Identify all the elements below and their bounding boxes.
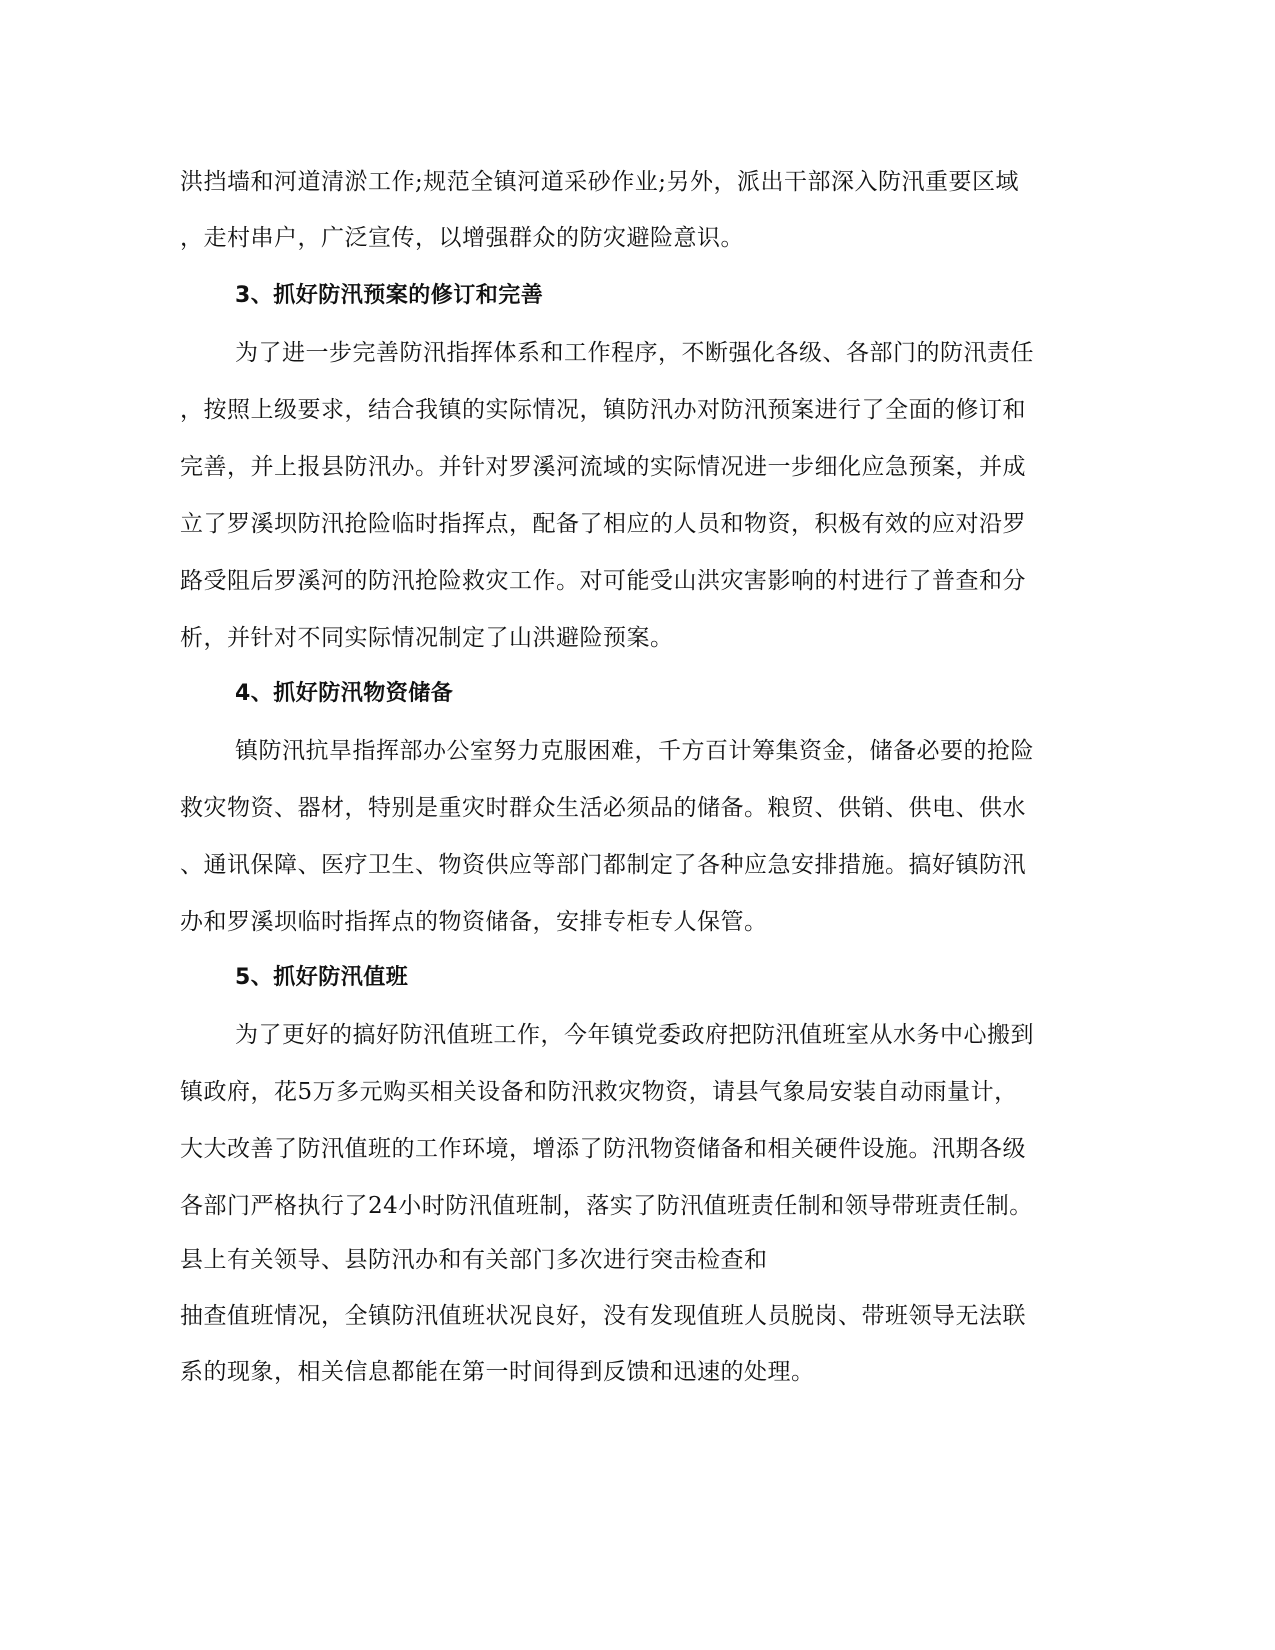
section-heading-3: 3、抓好防汛预案的修订和完善 (235, 283, 544, 308)
paragraph-line: 各部门严格执行了24小时防汛值班制，落实了防汛值班责任制和领导带班责任制。 (180, 1193, 1033, 1219)
paragraph-line: 系的现象，相关信息都能在第一时间得到反馈和迅速的处理。 (180, 1359, 815, 1385)
paragraph-line: 析，并针对不同实际情况制定了山洪避险预案。 (180, 625, 674, 651)
paragraph-line: 镇防汛抗旱指挥部办公室努力克服困难，千方百计筹集资金，储备必要的抢险 (235, 738, 1034, 764)
paragraph-line: 救灾物资、器材，特别是重灾时群众生活必须品的储备。粮贸、供销、供电、供水 (180, 795, 1026, 821)
section-heading-4: 4、抓好防汛物资储备 (235, 681, 454, 706)
paragraph-line: 洪挡墙和河道清淤工作;规范全镇河道采砂作业;另外，派出干部深入防汛重要区域 (180, 169, 1019, 195)
paragraph-line: 抽查值班情况，全镇防汛值班状况良好，没有发现值班人员脱岗、带班领导无法联 (180, 1303, 1026, 1329)
paragraph-line: 路受阻后罗溪河的防汛抢险救灾工作。对可能受山洪灾害影响的村进行了普查和分 (180, 568, 1026, 594)
paragraph-line: 大大改善了防汛值班的工作环境，增添了防汛物资储备和相关硬件设施。汛期各级 (180, 1136, 1026, 1162)
section-heading-5: 5、抓好防汛值班 (235, 965, 409, 990)
paragraph-line: 县上有关领导、县防汛办和有关部门多次进行突击检查和 (180, 1247, 768, 1273)
paragraph-line: ，按照上级要求，结合我镇的实际情况，镇防汛办对防汛预案进行了全面的修订和 (180, 397, 1026, 423)
paragraph-line: ，走村串户，广泛宣传，以增强群众的防灾避险意识。 (180, 225, 744, 251)
paragraph-line: 为了进一步完善防汛指挥体系和工作程序，不断强化各级、各部门的防汛责任 (235, 340, 1034, 366)
paragraph-line: 为了更好的搞好防汛值班工作，今年镇党委政府把防汛值班室从水务中心搬到 (235, 1022, 1034, 1048)
paragraph-line: 立了罗溪坝防汛抢险临时指挥点，配备了相应的人员和物资，积极有效的应对沿罗 (180, 511, 1026, 537)
paragraph-line: 完善，并上报县防汛办。并针对罗溪河流域的实际情况进一步细化应急预案，并成 (180, 454, 1026, 480)
paragraph-line: 办和罗溪坝临时指挥点的物资储备，安排专柜专人保管。 (180, 909, 768, 935)
paragraph-line: 、通讯保障、医疗卫生、物资供应等部门都制定了各种应急安排措施。搞好镇防汛 (180, 852, 1026, 878)
paragraph-line: 镇政府，花5万多元购买相关设备和防汛救灾物资，请县气象局安装自动雨量计， (180, 1079, 1018, 1105)
